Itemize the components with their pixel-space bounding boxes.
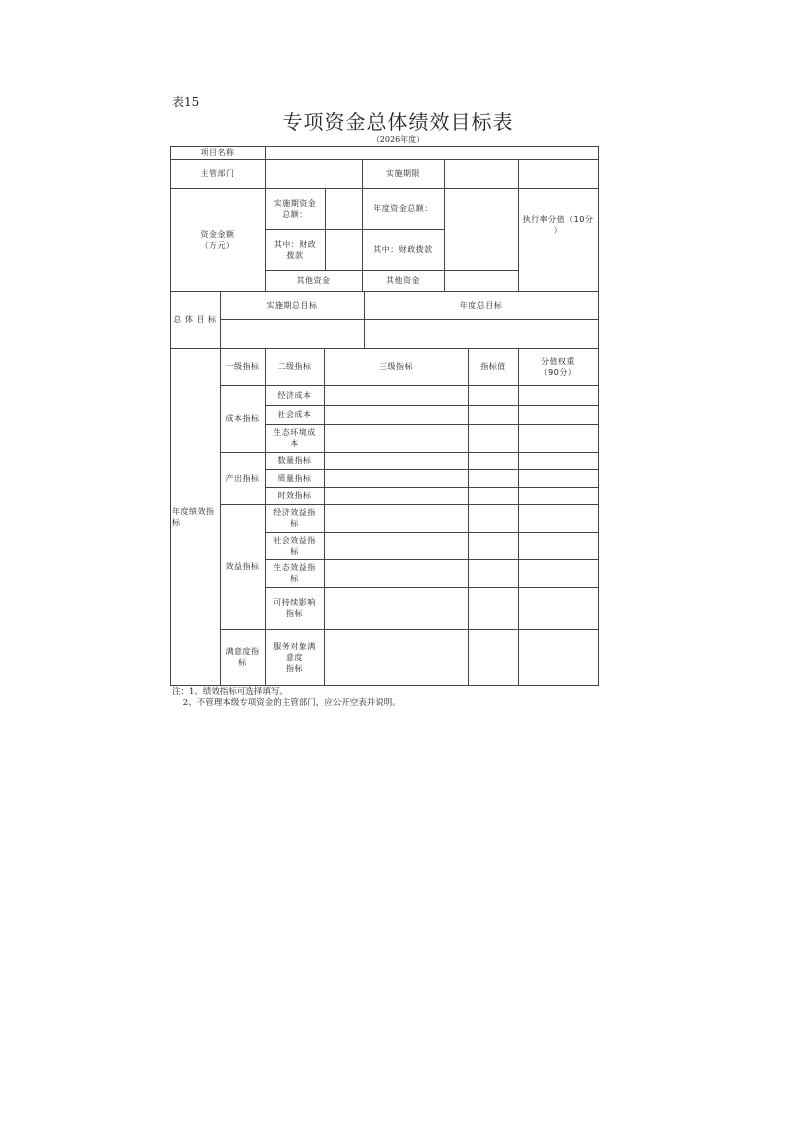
indicator-item: 社会效益指 标 xyxy=(273,535,316,556)
header-indicator-value: 指标值 xyxy=(480,362,506,371)
indicator-group-0: 成本指标 xyxy=(225,414,260,423)
table-rule-v xyxy=(518,348,519,686)
indicator-item: 生态效益指 标 xyxy=(273,563,316,583)
indicator-item: 数量指标 xyxy=(277,456,312,465)
total-funds-label: 实施期资金 总额： xyxy=(273,198,317,219)
header-level-1: 一级指标 xyxy=(225,362,260,371)
indicator-group-1: 产出指标 xyxy=(225,473,260,483)
year-subtitle: （2026年度） xyxy=(371,135,425,144)
overall-goal-label: 总 体 目 标 xyxy=(173,315,217,324)
indicator-group-2: 效益指标 xyxy=(225,562,260,571)
annual-goal-label: 年度总目标 xyxy=(459,300,503,310)
table-rule-h xyxy=(220,319,599,320)
fiscal-allocation-label-2: 其中：财政拨款 xyxy=(373,245,433,254)
header-level-2: 二级指标 xyxy=(277,362,312,371)
execution-rate-label: 执行率分值（10分 ） xyxy=(522,215,594,235)
footnotes xyxy=(172,687,401,709)
table-rule-v xyxy=(598,146,599,686)
indicator-item: 社会成本 xyxy=(277,410,312,419)
table-number: 表15 xyxy=(172,95,200,109)
header-level-3: 三级指标 xyxy=(379,362,413,371)
indicator-item: 时效指标 xyxy=(277,491,312,500)
indicator-item: 经济成本 xyxy=(277,390,312,400)
table-rule-v xyxy=(444,159,445,292)
indicator-item: 服务对象满 意度 指标 xyxy=(273,641,316,673)
page-title: 专项资金总体绩效目标表 xyxy=(282,110,514,134)
annual-indicators-label: 年度绩效指 标 xyxy=(172,506,215,527)
other-funds-label-2: 其他资金 xyxy=(386,276,420,285)
department-label: 主管部门 xyxy=(200,169,235,178)
table-rule-h xyxy=(170,685,599,686)
period-goal-label: 实施期总目标 xyxy=(266,300,318,310)
indicator-item: 生态环境成 本 xyxy=(273,428,316,448)
table-rule-v xyxy=(468,348,469,686)
fiscal-allocation-label: 其中：财政 拨款 xyxy=(273,239,317,260)
annual-total-label: 年度资金总额： xyxy=(373,204,433,213)
indicator-item: 可持续影响 指标 xyxy=(273,598,316,618)
period-label: 实施期限 xyxy=(386,169,420,178)
funds-amount-label: 资金金额 （万元） xyxy=(200,229,235,250)
table-rule-v xyxy=(324,348,325,686)
indicator-item: 质量指标 xyxy=(277,473,312,483)
footnote-2: 2、不管理本级专项资金的主管部门，应公开空表并说明。 xyxy=(172,698,401,708)
other-funds-label: 其他资金 xyxy=(296,276,331,285)
header-weight: 分值权重 （90分） xyxy=(539,356,577,377)
indicator-group-3: 满意度指 标 xyxy=(225,647,260,667)
indicator-item: 经济效益指 标 xyxy=(273,508,316,528)
table-rule-v xyxy=(325,188,326,271)
footnote-1: 注：1、绩效指标可选择填写。 xyxy=(172,687,288,697)
project-name-label: 项目名称 xyxy=(200,148,235,157)
